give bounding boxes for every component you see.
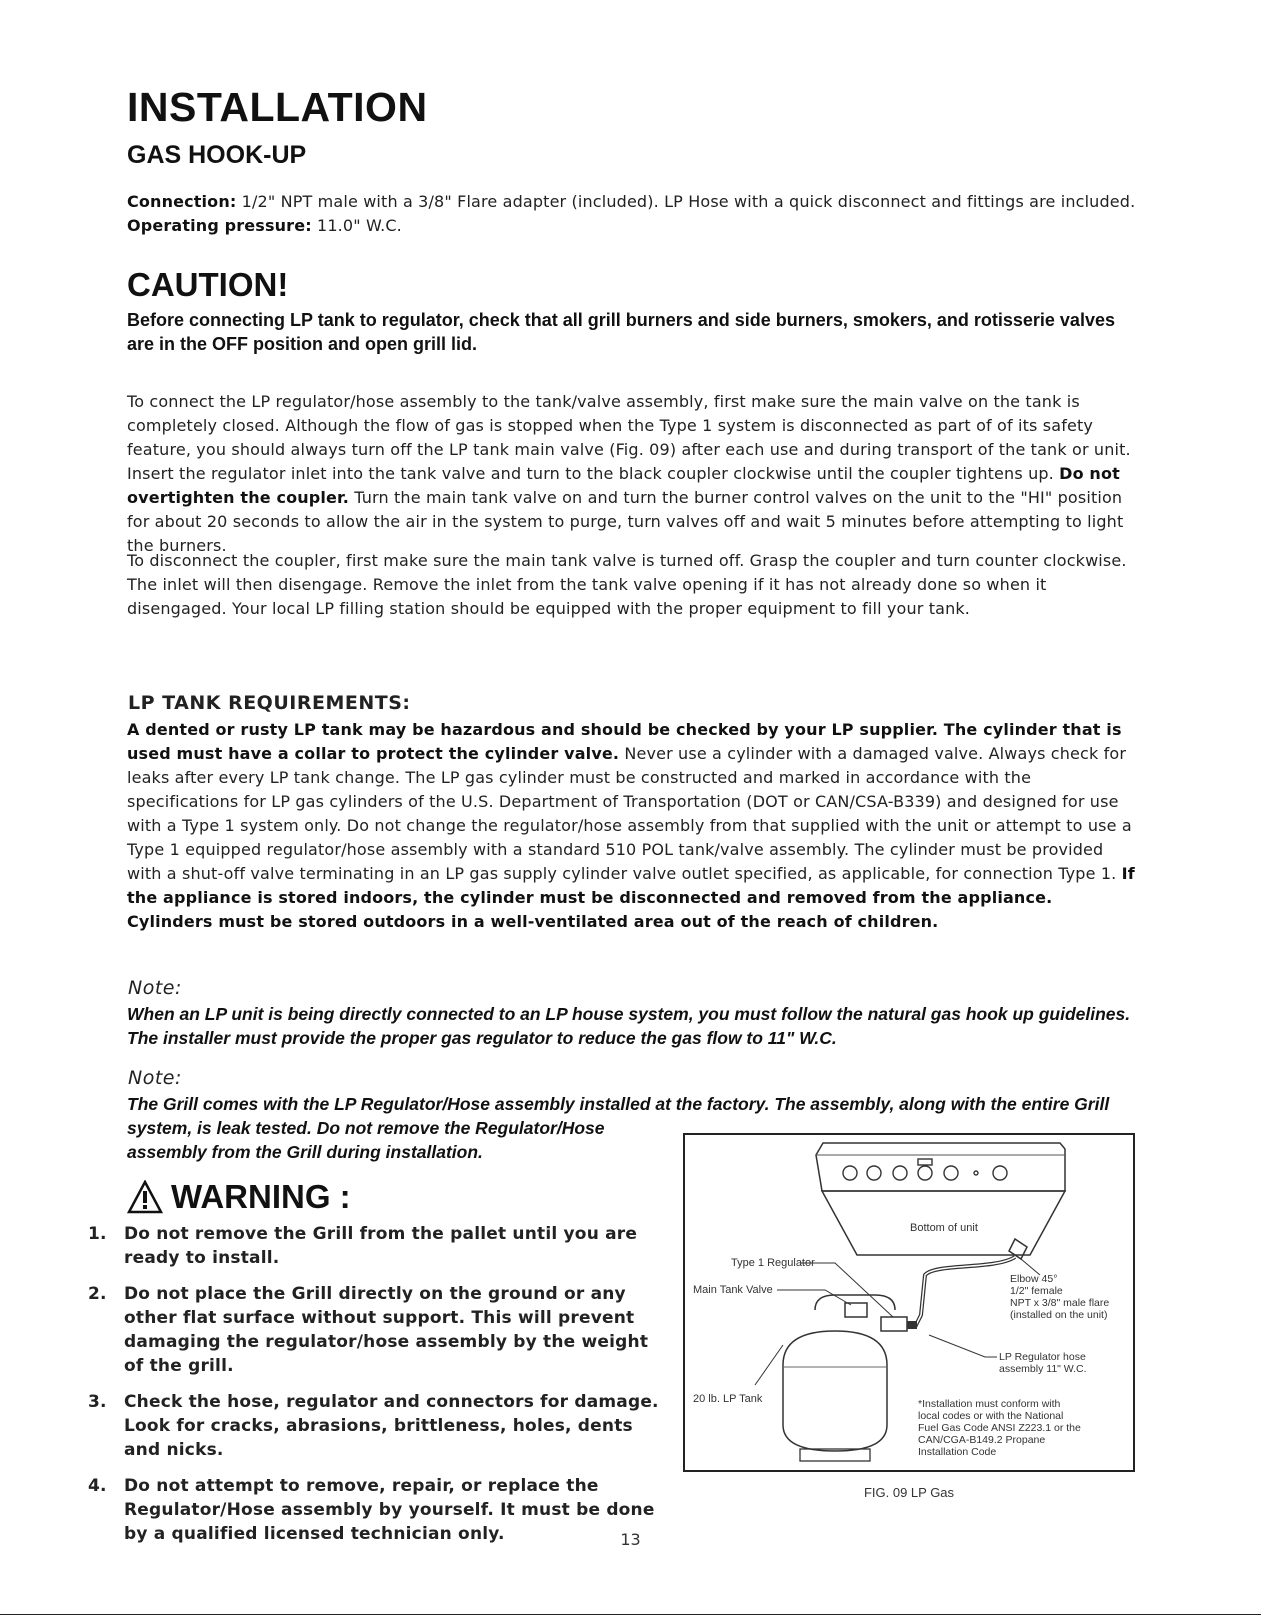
connect-text-a: To connect the LP regulator/hose assembly to the tank/valve assembly, first make sure the main valve on the tank is completely closed. Although the flow of gas is stopped when the Type 1 system is disconnected as part of of its safety feature, you should always turn off the LP tank main valve (Fig. 09) after each use and during transport of the tank or unit. Insert the regulator inlet into the tank valve and turn to the black coupler clockwise until the coupler tightens up.	[127, 392, 1131, 483]
hose-label-1: LP Regulator hose	[999, 1351, 1086, 1363]
lp-tank-text: Never use a cylinder with a damaged valve. Always check for leaks after every LP tank change. The LP gas cylinder must be constructed and marked in accordance with the specifications for LP gas cylinders of the U.S. Department of Transportation (DOT or CAN/CSA-B339) and designed for use with a Type 1 system only. Do not change the regulator/hose assembly from that supplied with the unit or attempt to use a Type 1 equipped regulator/hose assembly with a standard 510 POL tank/valve assembly. The cylinder must be provided with a shut-off valve terminating in an LP gas supply cylinder valve outlet specified, as applicable, for connection Type 1.	[127, 744, 1132, 883]
install-note-1: *Installation must conform with	[918, 1398, 1061, 1410]
main-tank-valve	[845, 1303, 867, 1317]
elbow-label-4: (installed on the unit)	[1010, 1309, 1108, 1321]
elbow-label-3: NPT x 3/8" male flare	[1010, 1297, 1110, 1309]
lp-gas-diagram	[685, 1135, 1133, 1470]
install-note-4: CAN/CGA-B149.2 Propane	[918, 1434, 1046, 1446]
figure-caption: FIG. 09 LP Gas	[863, 1485, 955, 1500]
connection-paragraph	[127, 190, 1137, 238]
caution-heading: CAUTION!	[127, 266, 289, 303]
hose-label-2: assembly 11" W.C.	[999, 1363, 1087, 1375]
install-note-5: Installation Code	[918, 1446, 997, 1458]
note-2-line-1: The Grill comes with the LP Regulator/Hose assembly installed at the factory. The assembly, along with the entire Grill	[127, 1094, 1110, 1114]
page-subtitle: GAS HOOK-UP	[127, 141, 307, 169]
elbow-label-2: 1/2" female	[1010, 1285, 1063, 1297]
warning-triangle-icon	[127, 1180, 163, 1214]
note-2-line-2: system, is leak tested. Do not remove the Regulator/Hose	[127, 1118, 605, 1138]
connection-label: Connection:	[127, 192, 237, 211]
note-2-line-3: assembly from the Grill during installation.	[127, 1142, 483, 1162]
overtighten-warning: Do not overtighten the coupler.	[127, 464, 1120, 507]
install-note-3: Fuel Gas Code ANSI Z223.1 or the	[918, 1422, 1081, 1434]
warning-list	[88, 1222, 663, 1558]
note-1-heading: Note:	[128, 977, 182, 999]
pressure-label: Operating pressure:	[127, 216, 312, 235]
control-knobs	[843, 1159, 1007, 1180]
caution-text: Before connecting LP tank to regulator, check that all grill burners and side burners, smokers, and rotisserie valves are in the OFF position and open grill lid.	[127, 310, 1115, 354]
lp-tank-heading: LP TANK REQUIREMENTS:	[128, 692, 411, 714]
warning-item: 4. Do not attempt to remove, repair, or replace the Regulator/Hose assembly by yourself. It must be done by a qualified licensed technician only.	[88, 1476, 655, 1544]
warning-item: 2. Do not place the Grill directly on the ground or any other flat surface without support. This will prevent damaging the regulator/hose assembly by the weight of the grill.	[88, 1284, 649, 1376]
note-2-heading: Note:	[128, 1067, 182, 1089]
disconnect-paragraph: To disconnect the coupler, first make sure the main tank valve is turned off. Grasp the coupler and turn counter clockwise. The inlet will then disengage. Remove the inlet from the tank valve opening if it has not already done so when it disengaged. Your local LP filling station should be equipped with the proper equipment to fill your tank.	[127, 551, 1127, 618]
elbow-label-1: Elbow 45°	[1010, 1273, 1058, 1285]
tank-label: 20 lb. LP Tank	[693, 1393, 763, 1405]
install-note-2: local codes or with the National	[918, 1410, 1064, 1422]
lp-hose	[915, 1257, 1015, 1327]
warning-heading-row	[127, 1178, 351, 1216]
pressure-text: 11.0" W.C.	[311, 216, 402, 235]
page-number: 13	[620, 1530, 641, 1549]
lp-tank	[783, 1331, 887, 1451]
note-1-line-1: When an LP unit is being directly connected to an LP house system, you must follow the natural gas hook up guidelines.	[127, 1004, 1131, 1024]
connect-text-c: Turn the main tank valve on and turn the burner control valves on the unit to the "HI" position for about 20 seconds to allow the air in the system to purge, turn valves off and wait 5 minutes before attempting to light the burners.	[127, 488, 1124, 555]
note-1-line-2: The installer must provide the proper gas regulator to reduce the gas flow to 11" W.C.	[127, 1028, 837, 1048]
elbow-fitting	[1009, 1239, 1027, 1259]
bottom-rule	[0, 1614, 1261, 1615]
type-1-regulator-label: Type 1 Regulator	[731, 1257, 815, 1269]
page-title: INSTALLATION	[127, 84, 428, 130]
lp-gas-figure	[683, 1133, 1135, 1472]
warning-heading: WARNING :	[171, 1178, 351, 1215]
main-tank-valve-label: Main Tank Valve	[693, 1284, 773, 1296]
bottom-of-unit-label: Bottom of unit	[910, 1222, 978, 1234]
connection-text: 1/2" NPT male with a 3/8" Flare adapter (included). LP Hose with a quick disconnect and fittings are included.	[236, 192, 1136, 211]
type-1-regulator	[881, 1317, 907, 1331]
warning-item: 3. Check the hose, regulator and connectors for damage. Look for cracks, abrasions, brittleness, holes, dents and nicks.	[88, 1392, 659, 1460]
warning-item: 1. Do not remove the Grill from the pallet until you are ready to install.	[88, 1224, 638, 1268]
lp-tank-bold-2: If the appliance is stored indoors, the cylinder must be disconnected and removed from the appliance. Cylinders must be stored outdoors in a well-ventilated area out of the reach of children.	[127, 864, 1135, 931]
lp-tank-bold-1: A dented or rusty LP tank may be hazardous and should be checked by your LP supplier. The cylinder that is used must have a collar to protect the cylinder valve.	[127, 720, 1122, 763]
connect-paragraph	[127, 390, 1137, 558]
lp-tank-paragraph	[127, 718, 1137, 934]
note-1-text	[127, 1002, 1167, 1050]
